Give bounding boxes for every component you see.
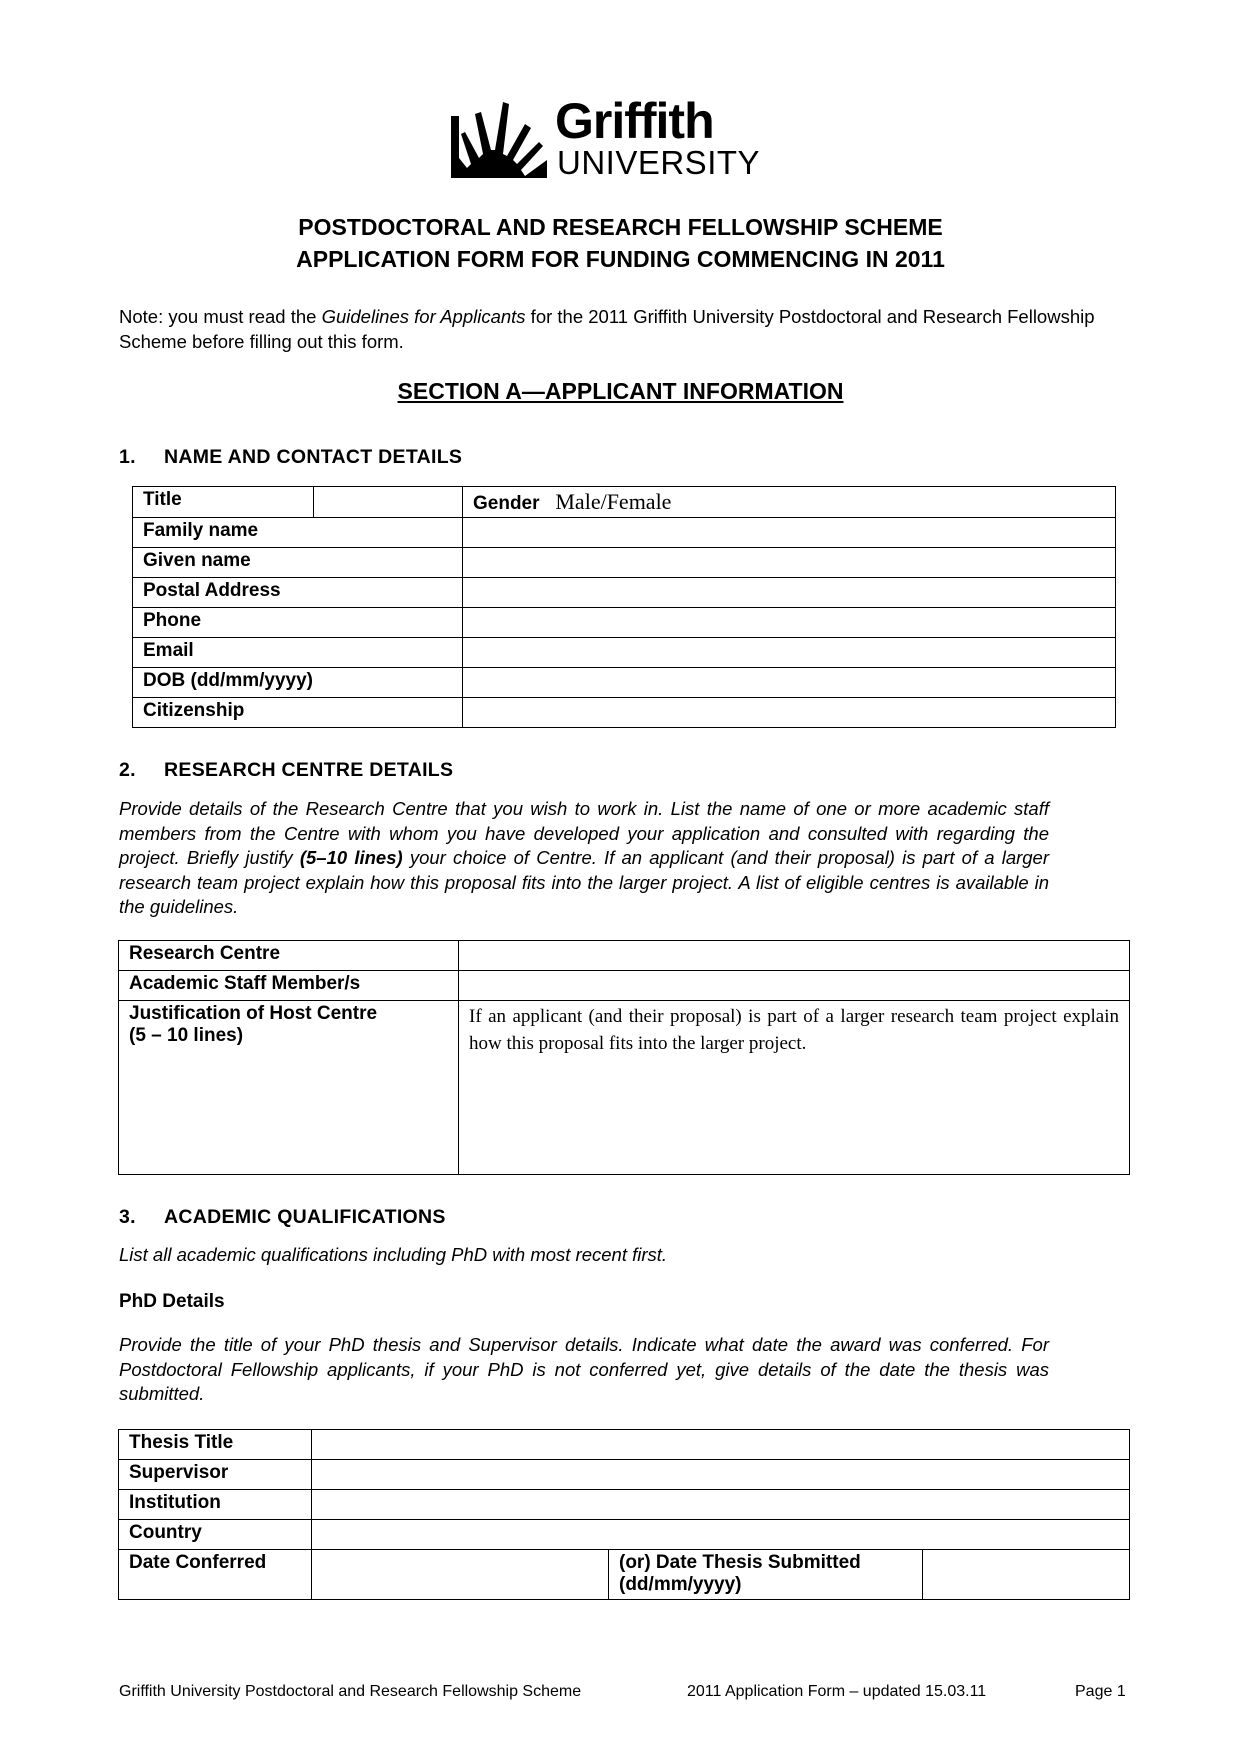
section-1-heading xyxy=(119,446,462,469)
justification-field[interactable]: If an applicant (and their proposal) is part of a larger research team project explain how this proposal fits into the larger project. xyxy=(459,1001,1130,1175)
section-1-number: 1. xyxy=(119,446,136,468)
research-centre-field[interactable] xyxy=(459,941,1130,971)
supervisor-label: Supervisor xyxy=(119,1460,312,1490)
research-centre-label: Research Centre xyxy=(119,941,459,971)
phd-details-table xyxy=(118,1429,1130,1600)
phd-description: Provide the title of your PhD thesis and Supervisor details. Indicate what date the award was conferred. For Postdoctoral Fellowship applicants, if your PhD is not conferred yet, give details of the date the thesis was submitted. xyxy=(119,1334,1049,1404)
supervisor-field[interactable] xyxy=(312,1460,1130,1490)
section-2-title: RESEARCH CENTRE DETAILS xyxy=(164,759,454,781)
citizenship-field[interactable] xyxy=(463,698,1116,728)
griffith-logo xyxy=(447,93,767,184)
date-submitted-label-line-1: (or) Date Thesis Submitted xyxy=(619,1552,861,1573)
gender-value: Male/Female xyxy=(555,489,672,514)
email-label: Email xyxy=(133,638,463,668)
contact-details-table xyxy=(132,486,1116,728)
logo-subtitle: UNIVERSITY xyxy=(557,144,761,181)
institution-field[interactable] xyxy=(312,1490,1130,1520)
dob-field[interactable] xyxy=(463,668,1116,698)
section-2-number: 2. xyxy=(119,759,136,781)
section-1-title: NAME AND CONTACT DETAILS xyxy=(164,446,463,468)
justification-label-line-2: (5 – 10 lines) xyxy=(129,1025,244,1046)
griffith-logo-mark xyxy=(447,98,551,182)
form-title-line-1: POSTDOCTORAL AND RESEARCH FELLOWSHIP SCHEME xyxy=(298,214,943,240)
phd-details-heading: PhD Details xyxy=(119,1291,225,1312)
family-name-label: Family name xyxy=(133,518,463,548)
footer-scheme: Griffith University Postdoctoral and Research Fellowship Scheme xyxy=(119,1683,582,1700)
gender-label: Gender xyxy=(473,493,540,514)
date-conferred-label: Date Conferred xyxy=(119,1550,312,1600)
section-2-desc-before: Provide details of the Research Centre that you wish to work in. List the name of one or more academic staff members from the Centre with whom you have developed your application and consulted with regarding the project. Briefly justify xyxy=(119,798,1049,868)
section-a-heading: SECTION A—APPLICANT INFORMATION xyxy=(397,378,844,404)
section-2-heading xyxy=(119,759,453,782)
footer-page-number: Page 1 xyxy=(1075,1683,1126,1700)
form-title-line-2: APPLICATION FORM FOR FUNDING COMMENCING IN 2011 xyxy=(296,246,945,272)
section-3-heading xyxy=(119,1206,446,1229)
thesis-title-label: Thesis Title xyxy=(119,1430,312,1460)
title-field[interactable] xyxy=(314,487,463,518)
date-submitted-field[interactable] xyxy=(923,1550,1130,1600)
section-2-description xyxy=(119,797,1049,920)
note-before: Note: you must read the xyxy=(119,306,322,327)
academic-staff-label: Academic Staff Member/s xyxy=(119,971,459,1001)
institution-label: Institution xyxy=(119,1490,312,1520)
dob-label: DOB (dd/mm/yyyy) xyxy=(133,668,463,698)
section-2-desc-lines: (5–10 lines) xyxy=(299,847,403,868)
justification-label xyxy=(119,1001,459,1175)
email-field[interactable] xyxy=(463,638,1116,668)
date-submitted-label-line-2: (dd/mm/yyyy) xyxy=(619,1574,742,1595)
logo-wordmark: Griffith xyxy=(555,93,714,149)
academic-staff-field[interactable] xyxy=(459,971,1130,1001)
section-3-number: 3. xyxy=(119,1206,136,1228)
postal-address-label: Postal Address xyxy=(133,578,463,608)
family-name-field[interactable] xyxy=(463,518,1116,548)
phone-label: Phone xyxy=(133,608,463,638)
date-submitted-label xyxy=(609,1550,923,1600)
note xyxy=(119,304,1129,354)
country-field[interactable] xyxy=(312,1520,1130,1550)
date-conferred-field[interactable] xyxy=(312,1550,609,1600)
section-3-intro: List all academic qualifications including PhD with most recent first. xyxy=(119,1244,668,1265)
title-label: Title xyxy=(133,487,314,518)
citizenship-label: Citizenship xyxy=(133,698,463,728)
footer-version: 2011 Application Form – updated 15.03.11 xyxy=(687,1683,987,1700)
note-guidelines: Guidelines for Applicants xyxy=(321,306,526,327)
country-label: Country xyxy=(119,1520,312,1550)
section-2-desc-after: your choice of Centre. If an applicant (and their proposal) is part of a larger research team project explain how this proposal fits into the larger project. A list of eligible centres is available in the guidelines. xyxy=(119,847,1050,917)
given-name-field[interactable] xyxy=(463,548,1116,578)
section-3-title: ACADEMIC QUALIFICATIONS xyxy=(164,1206,446,1228)
gender-field[interactable] xyxy=(463,487,1116,518)
given-name-label: Given name xyxy=(133,548,463,578)
note-after: for the 2011 Griffith University Postdoctoral and Research Fellowship Scheme before filling out this form. xyxy=(119,306,1095,352)
justification-label-line-1: Justification of Host Centre xyxy=(129,1003,378,1024)
postal-address-field[interactable] xyxy=(463,578,1116,608)
phone-field[interactable] xyxy=(463,608,1116,638)
research-centre-table xyxy=(118,940,1130,1175)
thesis-title-field[interactable] xyxy=(312,1430,1130,1460)
